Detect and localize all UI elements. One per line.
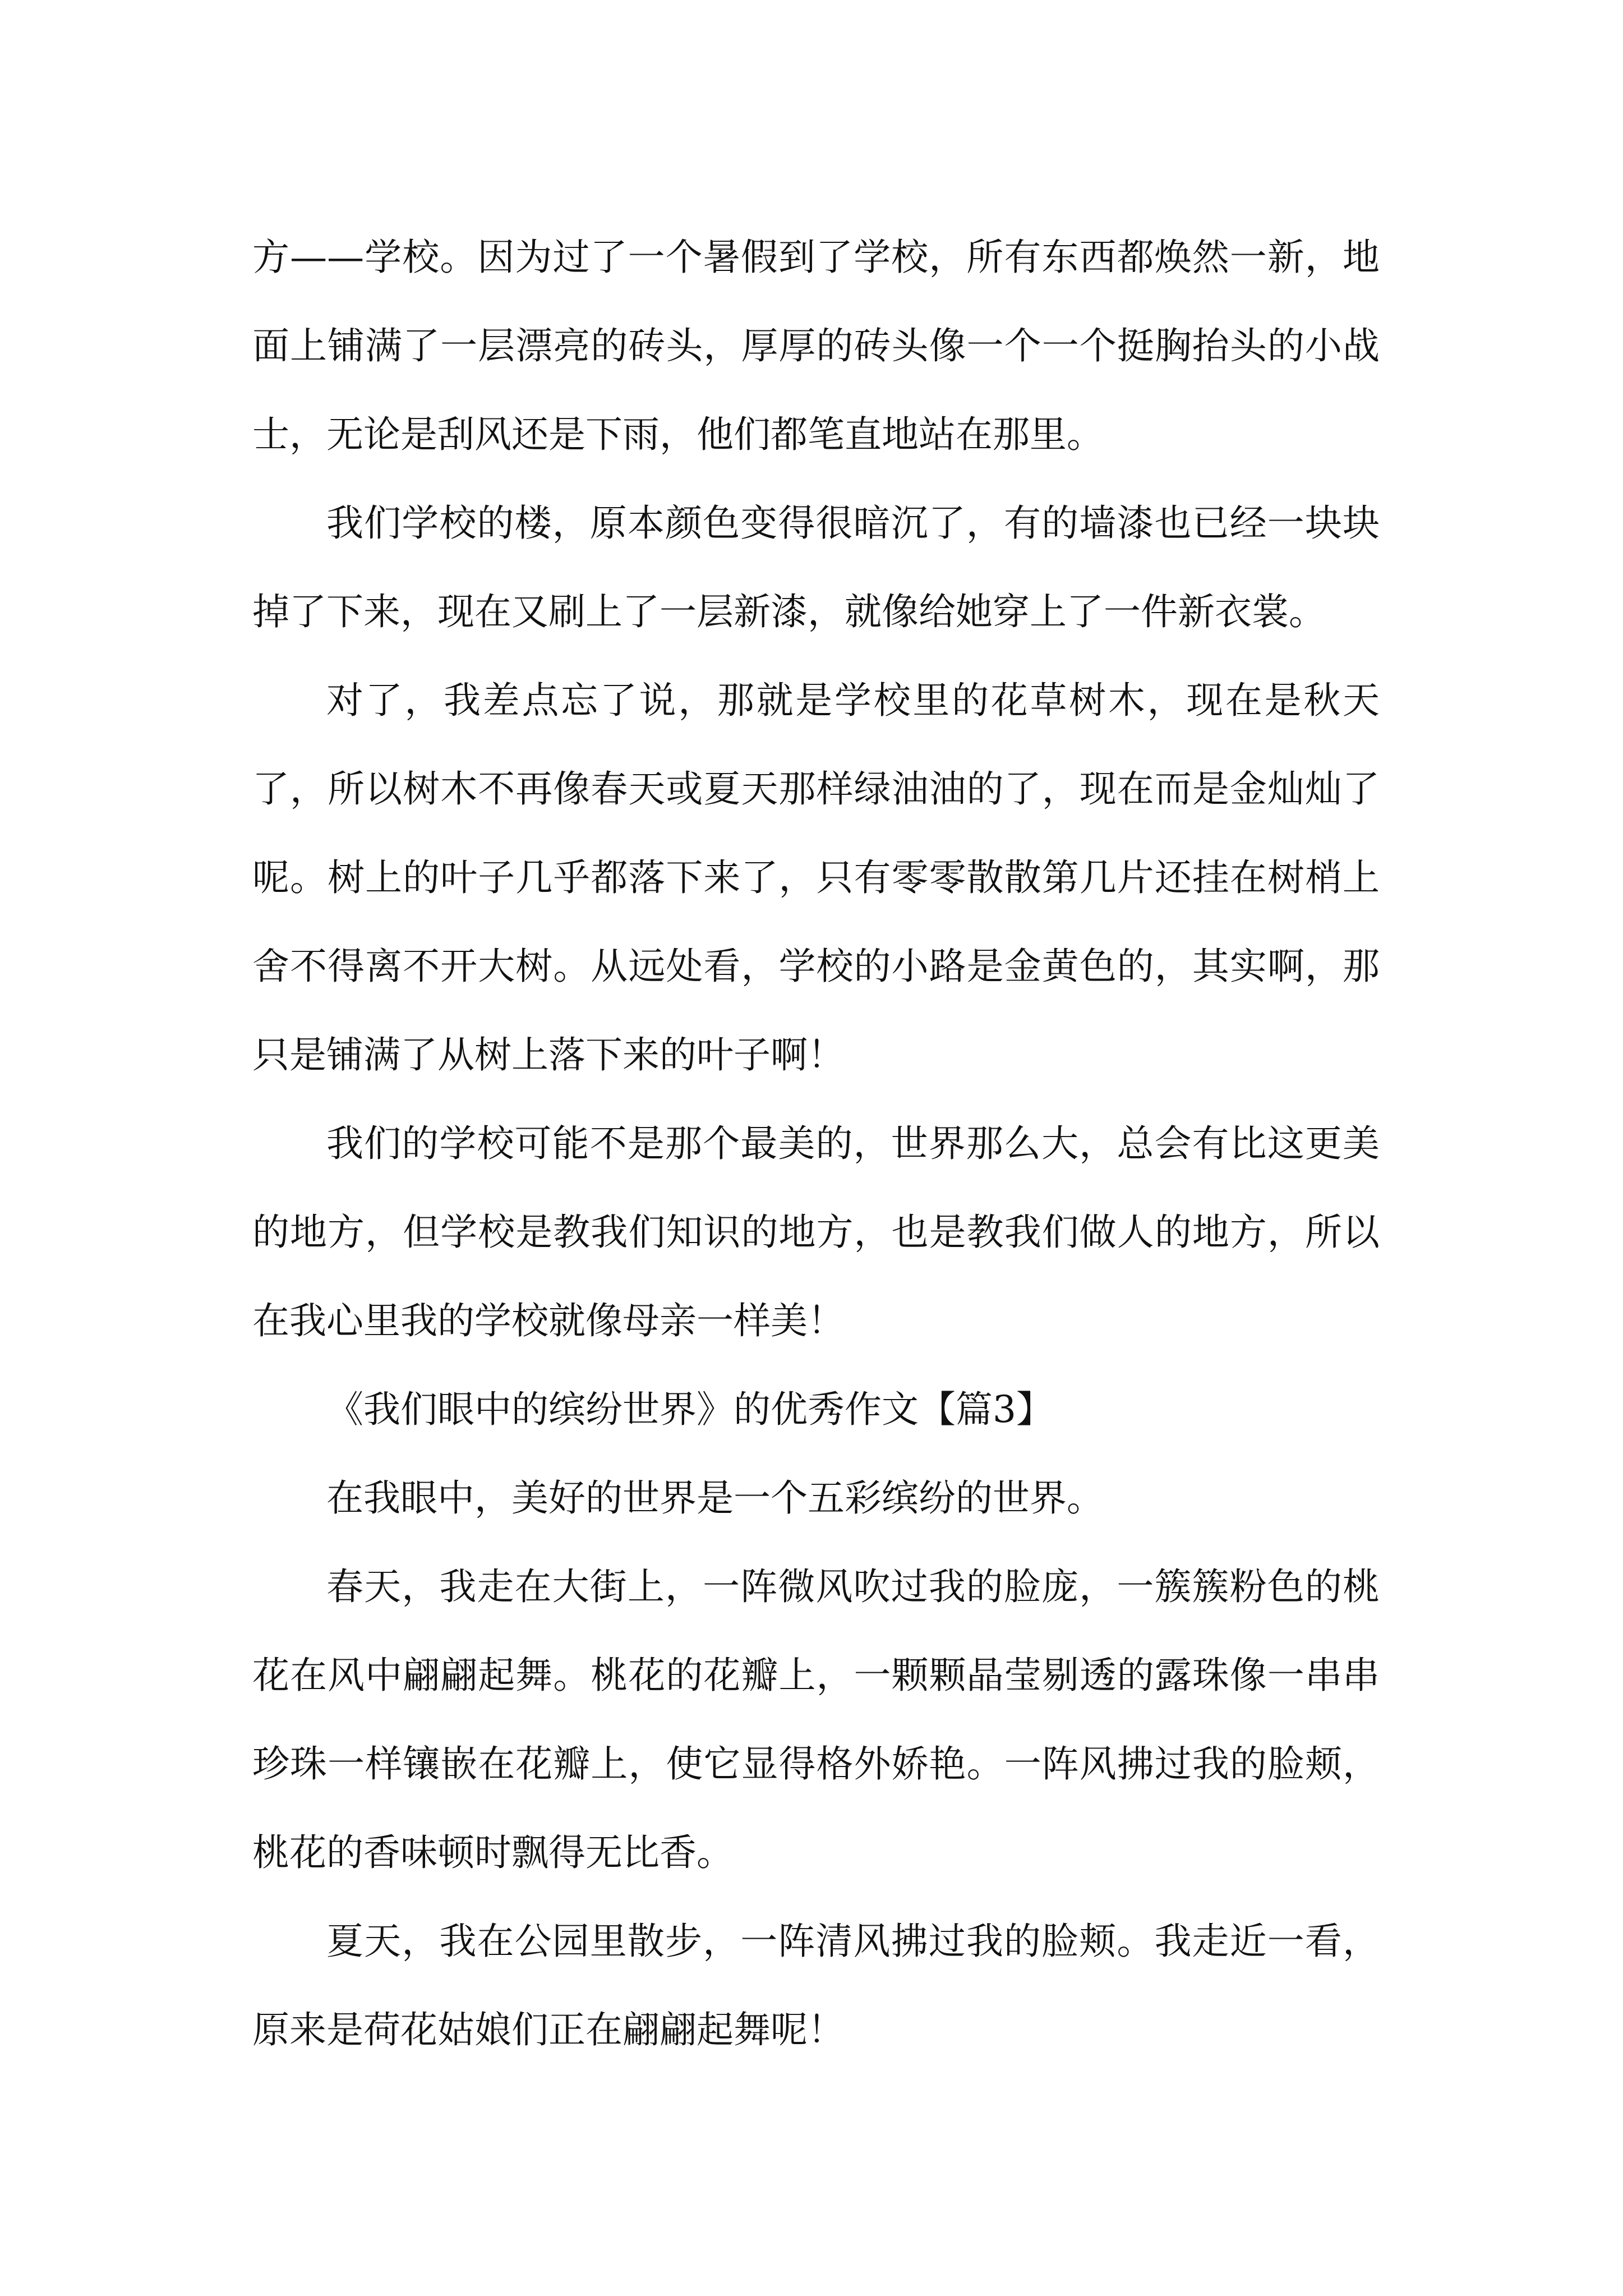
paragraph-spring: 春天，我走在大街上，一阵微风吹过我的脸庞，一簇簇粉色的桃花在风中翩翩起舞。桃花的花瓣上，一颗颗晶莹剔透的露珠像一串串珍珠一样镶嵌在花瓣上，使它显得格外娇艳。一阵风拂过我的脸颊，桃花的香味顿时飘得无比香。 [252, 1565, 1380, 1874]
paragraph-intro: 在我眼中，美好的世界是一个五彩缤纷的世界。 [326, 1476, 1104, 1520]
paragraph-summer: 夏天，我在公园里散步，一阵清风拂过我的脸颊。我走近一看，原来是荷花姑娘们正在翩翩起舞呢！ [252, 1920, 1380, 2051]
document-body [252, 213, 1380, 2074]
paragraph-trees: 对了，我差点忘了说，那就是学校里的花草树木，现在是秋天了，所以树木不再像春天或夏天那样绿油油的了，现在而是金灿灿了呢。树上的叶子几乎都落下来了，只有零零散散第几片还挂在树梢上舍不得离不开大树。从远处看，学校的小路是金黄色的，其实啊，那只是铺满了从树上落下来的叶子啊！ [252, 679, 1380, 1076]
section-heading: 《我们眼中的缤纷世界》的优秀作文【篇3】 [326, 1388, 1053, 1431]
paragraph-conclusion: 我们的学校可能不是那个最美的，世界那么大，总会有比这更美的地方，但学校是教我们知识的地方，也是教我们做人的地方，所以在我心里我的学校就像母亲一样美！ [252, 1122, 1380, 1342]
paragraph-continuation: 方——学校。因为过了一个暑假到了学校，所有东西都焕然一新，地面上铺满了一层漂亮的砖头，厚厚的砖头像一个一个挺胸抬头的小战士，无论是刮风还是下雨，他们都笔直地站在那里。 [252, 236, 1380, 456]
paragraph-school-building: 我们学校的楼，原本颜色变得很暗沉了，有的墙漆也已经一块块掉了下来，现在又刷上了一层新漆，就像给她穿上了一件新衣裳。 [252, 501, 1380, 633]
